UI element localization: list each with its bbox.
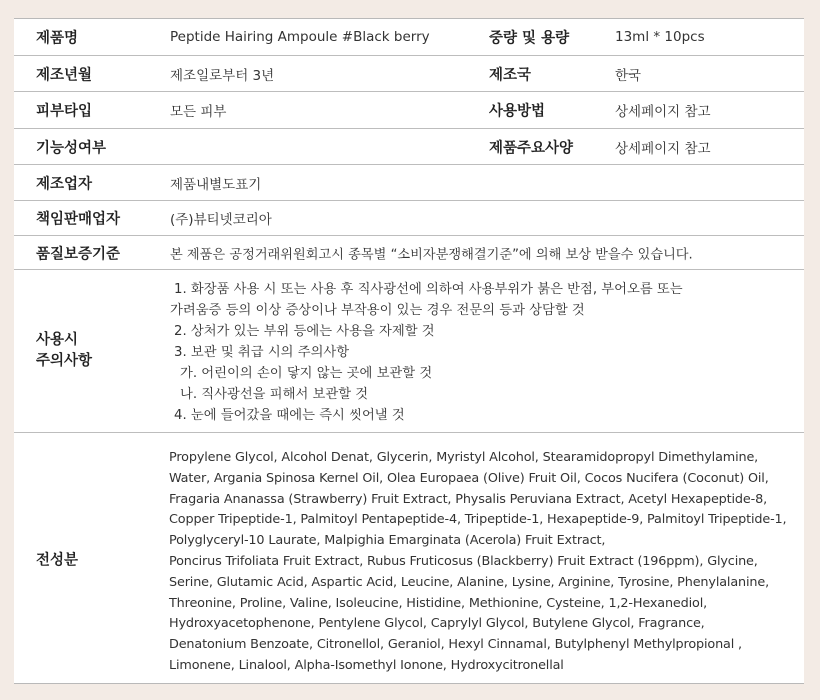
product-info-table xyxy=(14,18,804,684)
ingredients-line: Polyglyceryl-10 Laurate, Malpighia Emarginata (Acerola) Fruit Extract, xyxy=(169,533,606,549)
info-row-quality-guarantee xyxy=(14,236,804,270)
ingredients-line: Water, Argania Spinosa Kernel Oil, Olea Europaea (Olive) Fruit Oil, Cocos Nucifera (Coconut) Oil, xyxy=(169,470,769,486)
ingredients-line: Serine, Glutamic Acid, Aspartic Acid, Leucine, Alanine, Lysine, Arginine, Tyrosine, Phenylalanine, xyxy=(169,574,769,590)
value-manufacturer: 제품내별도표기 xyxy=(170,176,262,193)
info-row-seller xyxy=(14,201,804,236)
label-usage: 사용방법 xyxy=(489,103,546,120)
caution-line: 2. 상처가 있는 부위 등에는 사용을 자제할 것 xyxy=(174,324,435,339)
label-caution-line: 사용시 xyxy=(36,332,79,348)
ingredients-line: Threonine, Proline, Valine, Isoleucine, Histidine, Methionine, Cysteine, 1,2-Hexanediol, xyxy=(169,595,708,611)
label-skin-type: 피부타입 xyxy=(36,103,93,120)
label-seller: 책임판매업자 xyxy=(36,211,121,228)
label-quality-guarantee: 품질보증기준 xyxy=(36,246,121,262)
ingredients-line: Fragaria Ananassa (Strawberry) Fruit Extract, Physalis Peruviana Extract, Acetyl Hexapeptide-8, xyxy=(169,491,767,507)
label-ingredients: 전성분 xyxy=(36,552,79,569)
caution-line: 4. 눈에 들어갔을 때에는 즉시 씻어낼 것 xyxy=(174,408,405,423)
value-usage: 상세페이지 참고 xyxy=(615,104,711,120)
ingredients-line: Poncirus Trifoliata Fruit Extract, Rubus Fruticosus (Blackberry) Fruit Extract (196ppm), Glycine, xyxy=(169,553,758,569)
info-row-skin-type xyxy=(14,92,804,129)
label-functional: 기능성여부 xyxy=(36,140,107,156)
info-row-functional xyxy=(14,129,804,165)
label-main-spec: 제품주요사양 xyxy=(489,140,574,156)
ingredients-line: Limonene, Linalool, Alpha-Isomethyl Ionone, Hydroxycitronellal xyxy=(169,657,564,673)
ingredients-text xyxy=(169,448,786,677)
caution-line: 3. 보관 및 취급 시의 주의사항 xyxy=(174,345,350,360)
ingredients-line: Propylene Glycol, Alcohol Denat, Glycerin, Myristyl Alcohol, Stearamidopropyl Dimethylamine, xyxy=(169,450,759,465)
value-skin-type: 모든 피부 xyxy=(170,104,227,120)
label-manufacturer: 제조업자 xyxy=(36,176,93,192)
caution-line: 가려움증 등의 이상 증상이나 부작용이 있는 경우 전문의 등과 상담할 것 xyxy=(170,303,585,318)
value-seller: (주)뷰티넷코리아 xyxy=(170,212,272,228)
value-main-spec: 상세페이지 참고 xyxy=(615,140,711,157)
label-country: 제조국 xyxy=(489,67,532,83)
caution-line: 나. 직사광선을 피해서 보관할 것 xyxy=(180,387,369,402)
label-product-name: 제품명 xyxy=(36,30,79,47)
value-country: 한국 xyxy=(615,67,642,84)
value-volume: 13ml * 10pcs xyxy=(615,29,705,45)
label-caution xyxy=(36,330,92,372)
caution-line: 가. 어린이의 손이 닿지 않는 곳에 보관할 것 xyxy=(180,366,433,381)
info-row-manufacturer xyxy=(14,165,804,201)
value-product-name: Peptide Hairing Ampoule #Black berry xyxy=(170,29,430,45)
value-manufacture-date: 제조일로부터 3년 xyxy=(170,67,275,84)
info-row-product-name xyxy=(14,19,804,56)
label-manufacture-date: 제조년월 xyxy=(36,67,93,83)
caution-text xyxy=(170,279,683,426)
info-row-ingredients xyxy=(14,433,804,685)
ingredients-line: Hydroxyacetophenone, Pentylene Glycol, Caprylyl Glycol, Butylene Glycol, Fragrance, xyxy=(169,616,705,632)
value-quality-guarantee: 본 제품은 공정거래위원회고시 종목별 “소비자분쟁해결기준”에 의해 보상 받을수 있습니다. xyxy=(170,247,693,262)
info-row-caution xyxy=(14,270,804,433)
ingredients-line: Copper Tripeptide-1, Palmitoyl Pentapeptide-4, Tripeptide-1, Hexapeptide-9, Palmitoyl Tripeptide-1, xyxy=(169,512,787,528)
caution-line: 1. 화장품 사용 시 또는 사용 후 직사광선에 의하여 사용부위가 붉은 반점, 부어오름 또는 xyxy=(174,282,683,297)
ingredients-line: Denatonium Benzoate, Citronellol, Geraniol, Hexyl Cinnamal, Butylphenyl Methylpropional , xyxy=(169,637,742,653)
info-row-manufacture-date xyxy=(14,56,804,92)
label-caution-line: 주의사항 xyxy=(36,353,93,369)
label-volume: 중량 및 용량 xyxy=(489,30,570,47)
